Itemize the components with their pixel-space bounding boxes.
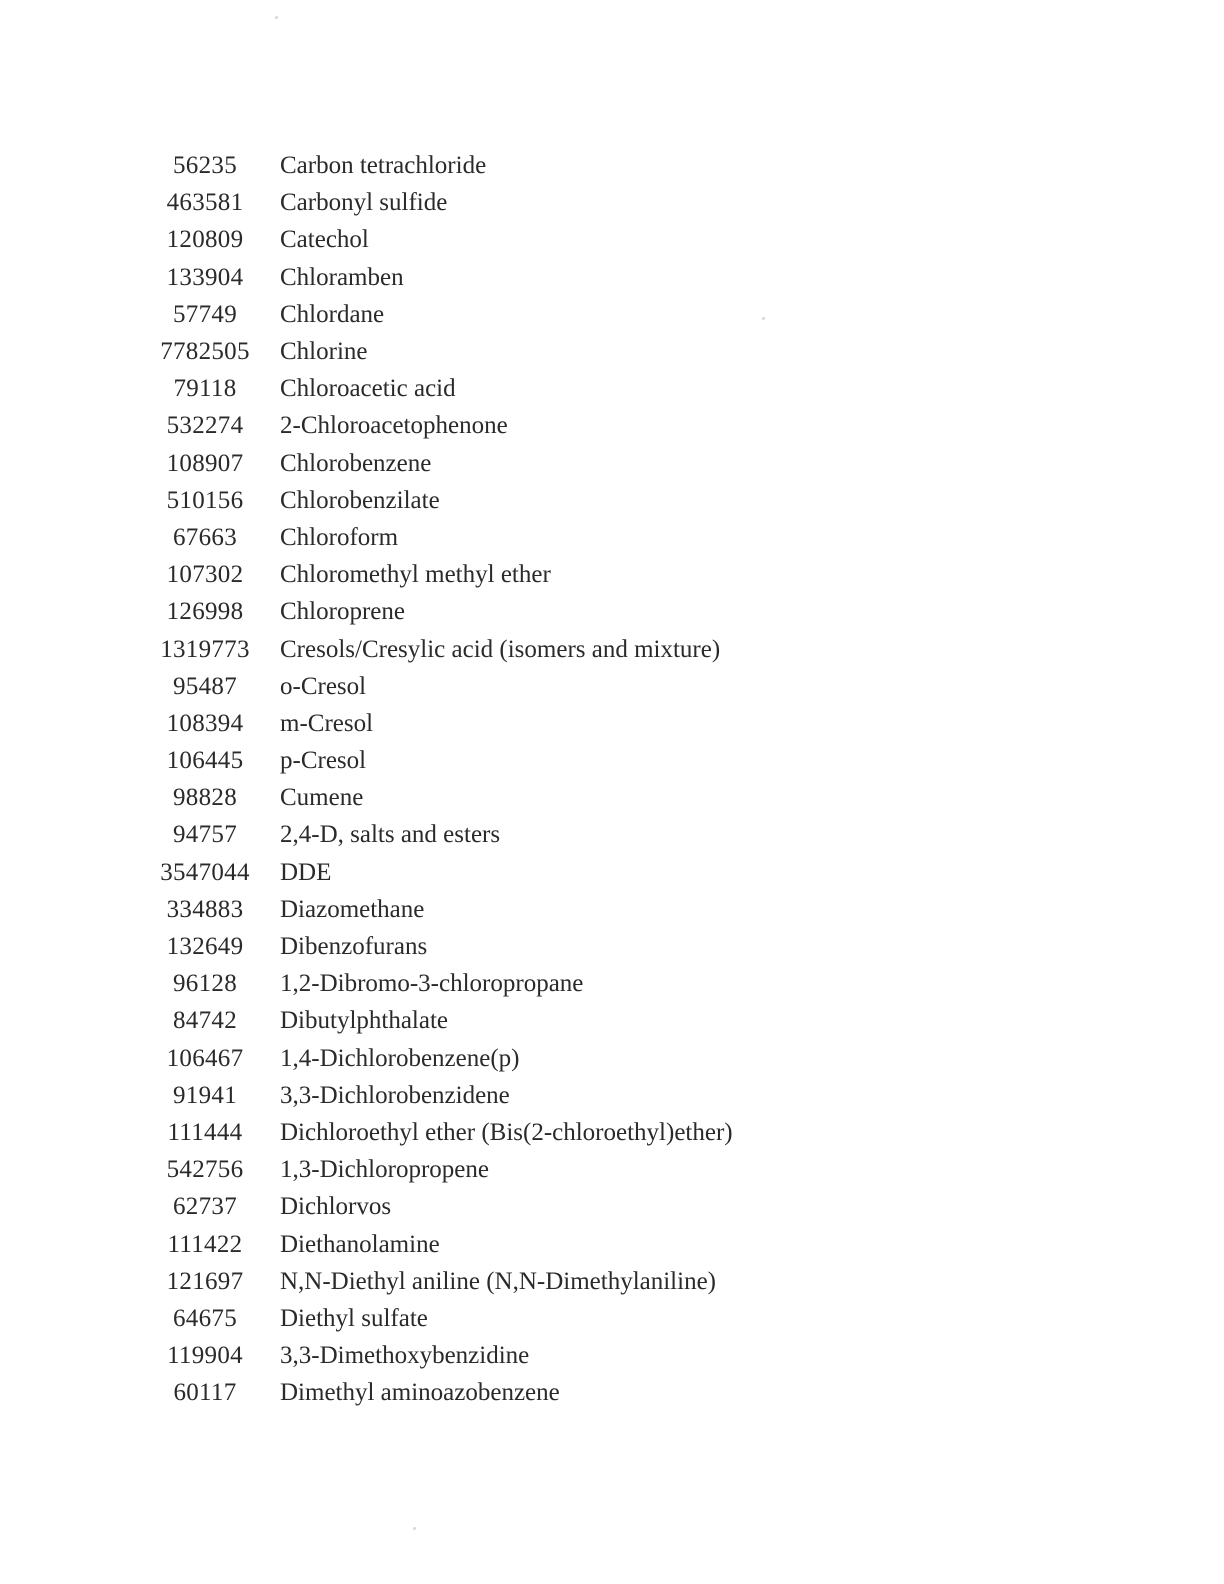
chemical-name: 1,3-Dichloropropene <box>280 1156 489 1184</box>
scan-speck <box>275 16 278 19</box>
cas-number: 126998 <box>166 598 244 626</box>
cas-number: 67663 <box>173 523 237 551</box>
cas-number: 132649 <box>166 933 244 961</box>
cas-number: 107302 <box>166 561 244 589</box>
chemical-row <box>150 1188 850 1225</box>
chemical-name: 3,3-Dichlorobenzidene <box>280 1081 510 1109</box>
cas-number: 94757 <box>173 821 237 849</box>
chemical-row <box>150 296 850 333</box>
chemical-row <box>150 147 850 184</box>
cas-number: 111444 <box>167 1118 243 1146</box>
chemical-name: m-Cresol <box>280 709 374 737</box>
cas-number: 121697 <box>166 1267 244 1295</box>
chemical-name: Dibenzofurans <box>280 933 428 961</box>
chemical-name: Cresols/Cresylic acid (isomers and mixture) <box>280 635 721 663</box>
chemical-row <box>150 519 850 556</box>
chemical-row <box>150 184 850 221</box>
chemical-row <box>150 630 850 667</box>
chemical-name: 1,4-Dichlorobenzene(p) <box>280 1044 520 1072</box>
chemical-row <box>150 891 850 928</box>
chemical-name: 3,3-Dimethoxybenzidine <box>280 1342 530 1370</box>
chemical-row <box>150 445 850 482</box>
chemical-name: Chloromethyl methyl ether <box>280 561 551 589</box>
cas-number: 79118 <box>173 375 237 403</box>
cas-number: 64675 <box>173 1304 237 1332</box>
chemical-row <box>150 1225 850 1262</box>
scan-speck <box>413 1527 416 1530</box>
cas-number: 111422 <box>167 1230 243 1258</box>
chemical-row <box>150 556 850 593</box>
chemical-name: Cumene <box>280 784 364 812</box>
chemical-name: DDE <box>280 858 332 886</box>
cas-number: 57749 <box>173 300 237 328</box>
chemical-name: Diazomethane <box>280 895 425 923</box>
cas-number: 463581 <box>166 189 244 217</box>
chemical-row <box>150 668 850 705</box>
chemical-row <box>150 1300 850 1337</box>
chemical-row <box>150 1263 850 1300</box>
chemical-row <box>150 1002 850 1039</box>
cas-number: 56235 <box>173 152 237 180</box>
chemical-name: Chlordane <box>280 300 385 328</box>
chemical-name: Diethanolamine <box>280 1230 440 1258</box>
chemical-row <box>150 1337 850 1374</box>
cas-number: 60117 <box>173 1379 237 1407</box>
chemical-row <box>150 854 850 891</box>
chemical-name: Diethyl sulfate <box>280 1304 428 1332</box>
cas-number: 108907 <box>166 449 244 477</box>
cas-number: 108394 <box>166 709 244 737</box>
cas-number: 96128 <box>173 970 237 998</box>
chemical-row <box>150 370 850 407</box>
chemical-name: 1,2-Dibromo-3-chloropropane <box>280 970 584 998</box>
chemical-name: p-Cresol <box>280 747 367 775</box>
cas-number: 542756 <box>166 1156 244 1184</box>
chemical-row <box>150 1114 850 1151</box>
cas-number: 7782505 <box>160 338 250 366</box>
chemical-name: Carbon tetrachloride <box>280 152 487 180</box>
chemical-name: Chloroacetic acid <box>280 375 456 403</box>
chemical-row <box>150 742 850 779</box>
chemical-name: Dimethyl aminoazobenzene <box>280 1379 560 1407</box>
chemical-name: 2-Chloroacetophenone <box>280 412 508 440</box>
cas-number: 95487 <box>173 672 237 700</box>
chemical-row <box>150 928 850 965</box>
cas-number: 84742 <box>173 1007 237 1035</box>
chemical-row <box>150 1374 850 1411</box>
chemical-row <box>150 1040 850 1077</box>
chemical-name: Chloroform <box>280 523 399 551</box>
cas-number: 119904 <box>167 1342 243 1370</box>
chemical-row <box>150 816 850 853</box>
chemical-name: Chlorobenzilate <box>280 486 440 514</box>
chemical-row <box>150 259 850 296</box>
cas-number: 62737 <box>173 1193 237 1221</box>
chemical-name: Chloroprene <box>280 598 405 626</box>
cas-number: 98828 <box>173 784 237 812</box>
chemical-row <box>150 593 850 630</box>
chemical-row <box>150 965 850 1002</box>
chemical-name: Catechol <box>280 226 369 254</box>
cas-number: 334883 <box>166 895 244 923</box>
chemical-row <box>150 705 850 742</box>
cas-number: 532274 <box>166 412 244 440</box>
chemical-row <box>150 407 850 444</box>
chemical-row <box>150 482 850 519</box>
chemical-name: N,N-Diethyl aniline (N,N-Dimethylaniline) <box>280 1267 716 1295</box>
chemical-name: Dichloroethyl ether (Bis(2-chloroethyl)ether) <box>280 1118 733 1146</box>
chemical-list <box>150 147 850 1411</box>
cas-number: 91941 <box>173 1081 237 1109</box>
chemical-name: o-Cresol <box>280 672 367 700</box>
cas-number: 1319773 <box>160 635 250 663</box>
chemical-name: Dichlorvos <box>280 1193 392 1221</box>
chemical-row <box>150 1151 850 1188</box>
chemical-name: Carbonyl sulfide <box>280 189 448 217</box>
cas-number: 3547044 <box>160 858 250 886</box>
chemical-row <box>150 779 850 816</box>
chemical-row <box>150 221 850 258</box>
chemical-name: 2,4-D, salts and esters <box>280 821 501 849</box>
chemical-name: Chlorine <box>280 338 368 366</box>
cas-number: 120809 <box>166 226 244 254</box>
chemical-name: Chloramben <box>280 263 404 291</box>
chemical-name: Chlorobenzene <box>280 449 432 477</box>
cas-number: 510156 <box>166 486 244 514</box>
cas-number: 106445 <box>166 747 244 775</box>
chemical-name: Dibutylphthalate <box>280 1007 449 1035</box>
chemical-row <box>150 1077 850 1114</box>
cas-number: 106467 <box>166 1044 244 1072</box>
chemical-row <box>150 333 850 370</box>
cas-number: 133904 <box>166 263 244 291</box>
